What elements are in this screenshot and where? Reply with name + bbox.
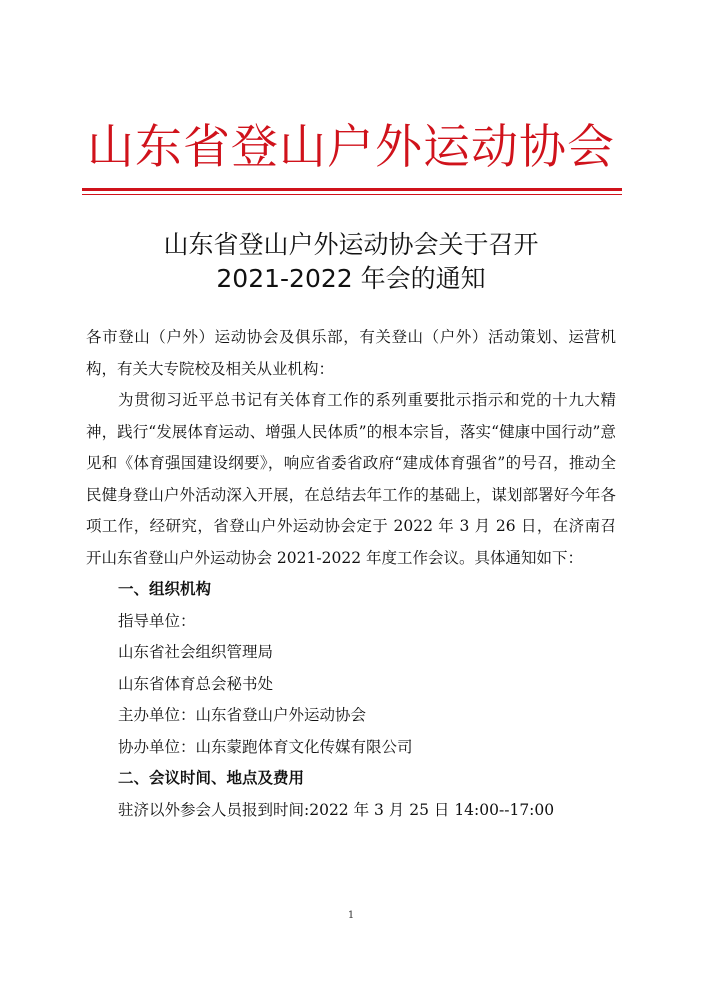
section-2-heading: 二、会议时间、地点及费用	[118, 769, 305, 787]
notice-title-line-2: 2021-2022 年会的通知	[216, 264, 486, 293]
masthead-title: 山东省登山户外运动协会	[87, 120, 615, 175]
page-number: 1	[347, 910, 355, 921]
notice-title	[0, 228, 702, 296]
notice-body	[86, 322, 616, 826]
section-1-line: 山东省社会组织管理局	[118, 643, 274, 661]
section-1-line: 山东省体育总会秘书处	[118, 674, 274, 693]
section-2-line: 驻济以外参会人员报到时间:2022 年 3 月 25 日 14:00--17:00	[118, 800, 555, 819]
masthead-rule-thick	[82, 188, 622, 191]
section-1-line: 指导单位：	[118, 611, 196, 630]
section-1-line: 主办单位：山东省登山户外运动协会	[118, 706, 367, 724]
section-1-line: 协办单位：山东蒙跑体育文化传媒有限公司	[118, 737, 413, 756]
notice-title-line-1: 山东省登山户外运动协会关于召开	[163, 230, 539, 259]
masthead-rule-thin	[82, 194, 622, 195]
salutation: 各市登山（户外）运动协会及俱乐部，有关登山（户外）活动策划、运营机构，有关大专院校及相关从业机构：	[86, 328, 616, 378]
section-1-heading: 一、组织机构	[118, 580, 212, 598]
intro-paragraph: 为贯彻习近平总书记有关体育工作的系列重要批示指示和党的十九大精神，践行“发展体育运动、增强人民体质”的根本宗旨，落实“健康中国行动”意见和《体育强国建设纲要》，响应省委省政府“建成体育强省”的号召，推动全民健身登山户外活动深入开展，在总结去年工作的基础上，谋划部署好今年各项工作，经研究，省登山户外运动协会定于 2022 年 3 月 26 日，在济南召开山东省登山户外运动协会 2021-2022 年度工作会议。具体通知如下：	[86, 391, 616, 567]
